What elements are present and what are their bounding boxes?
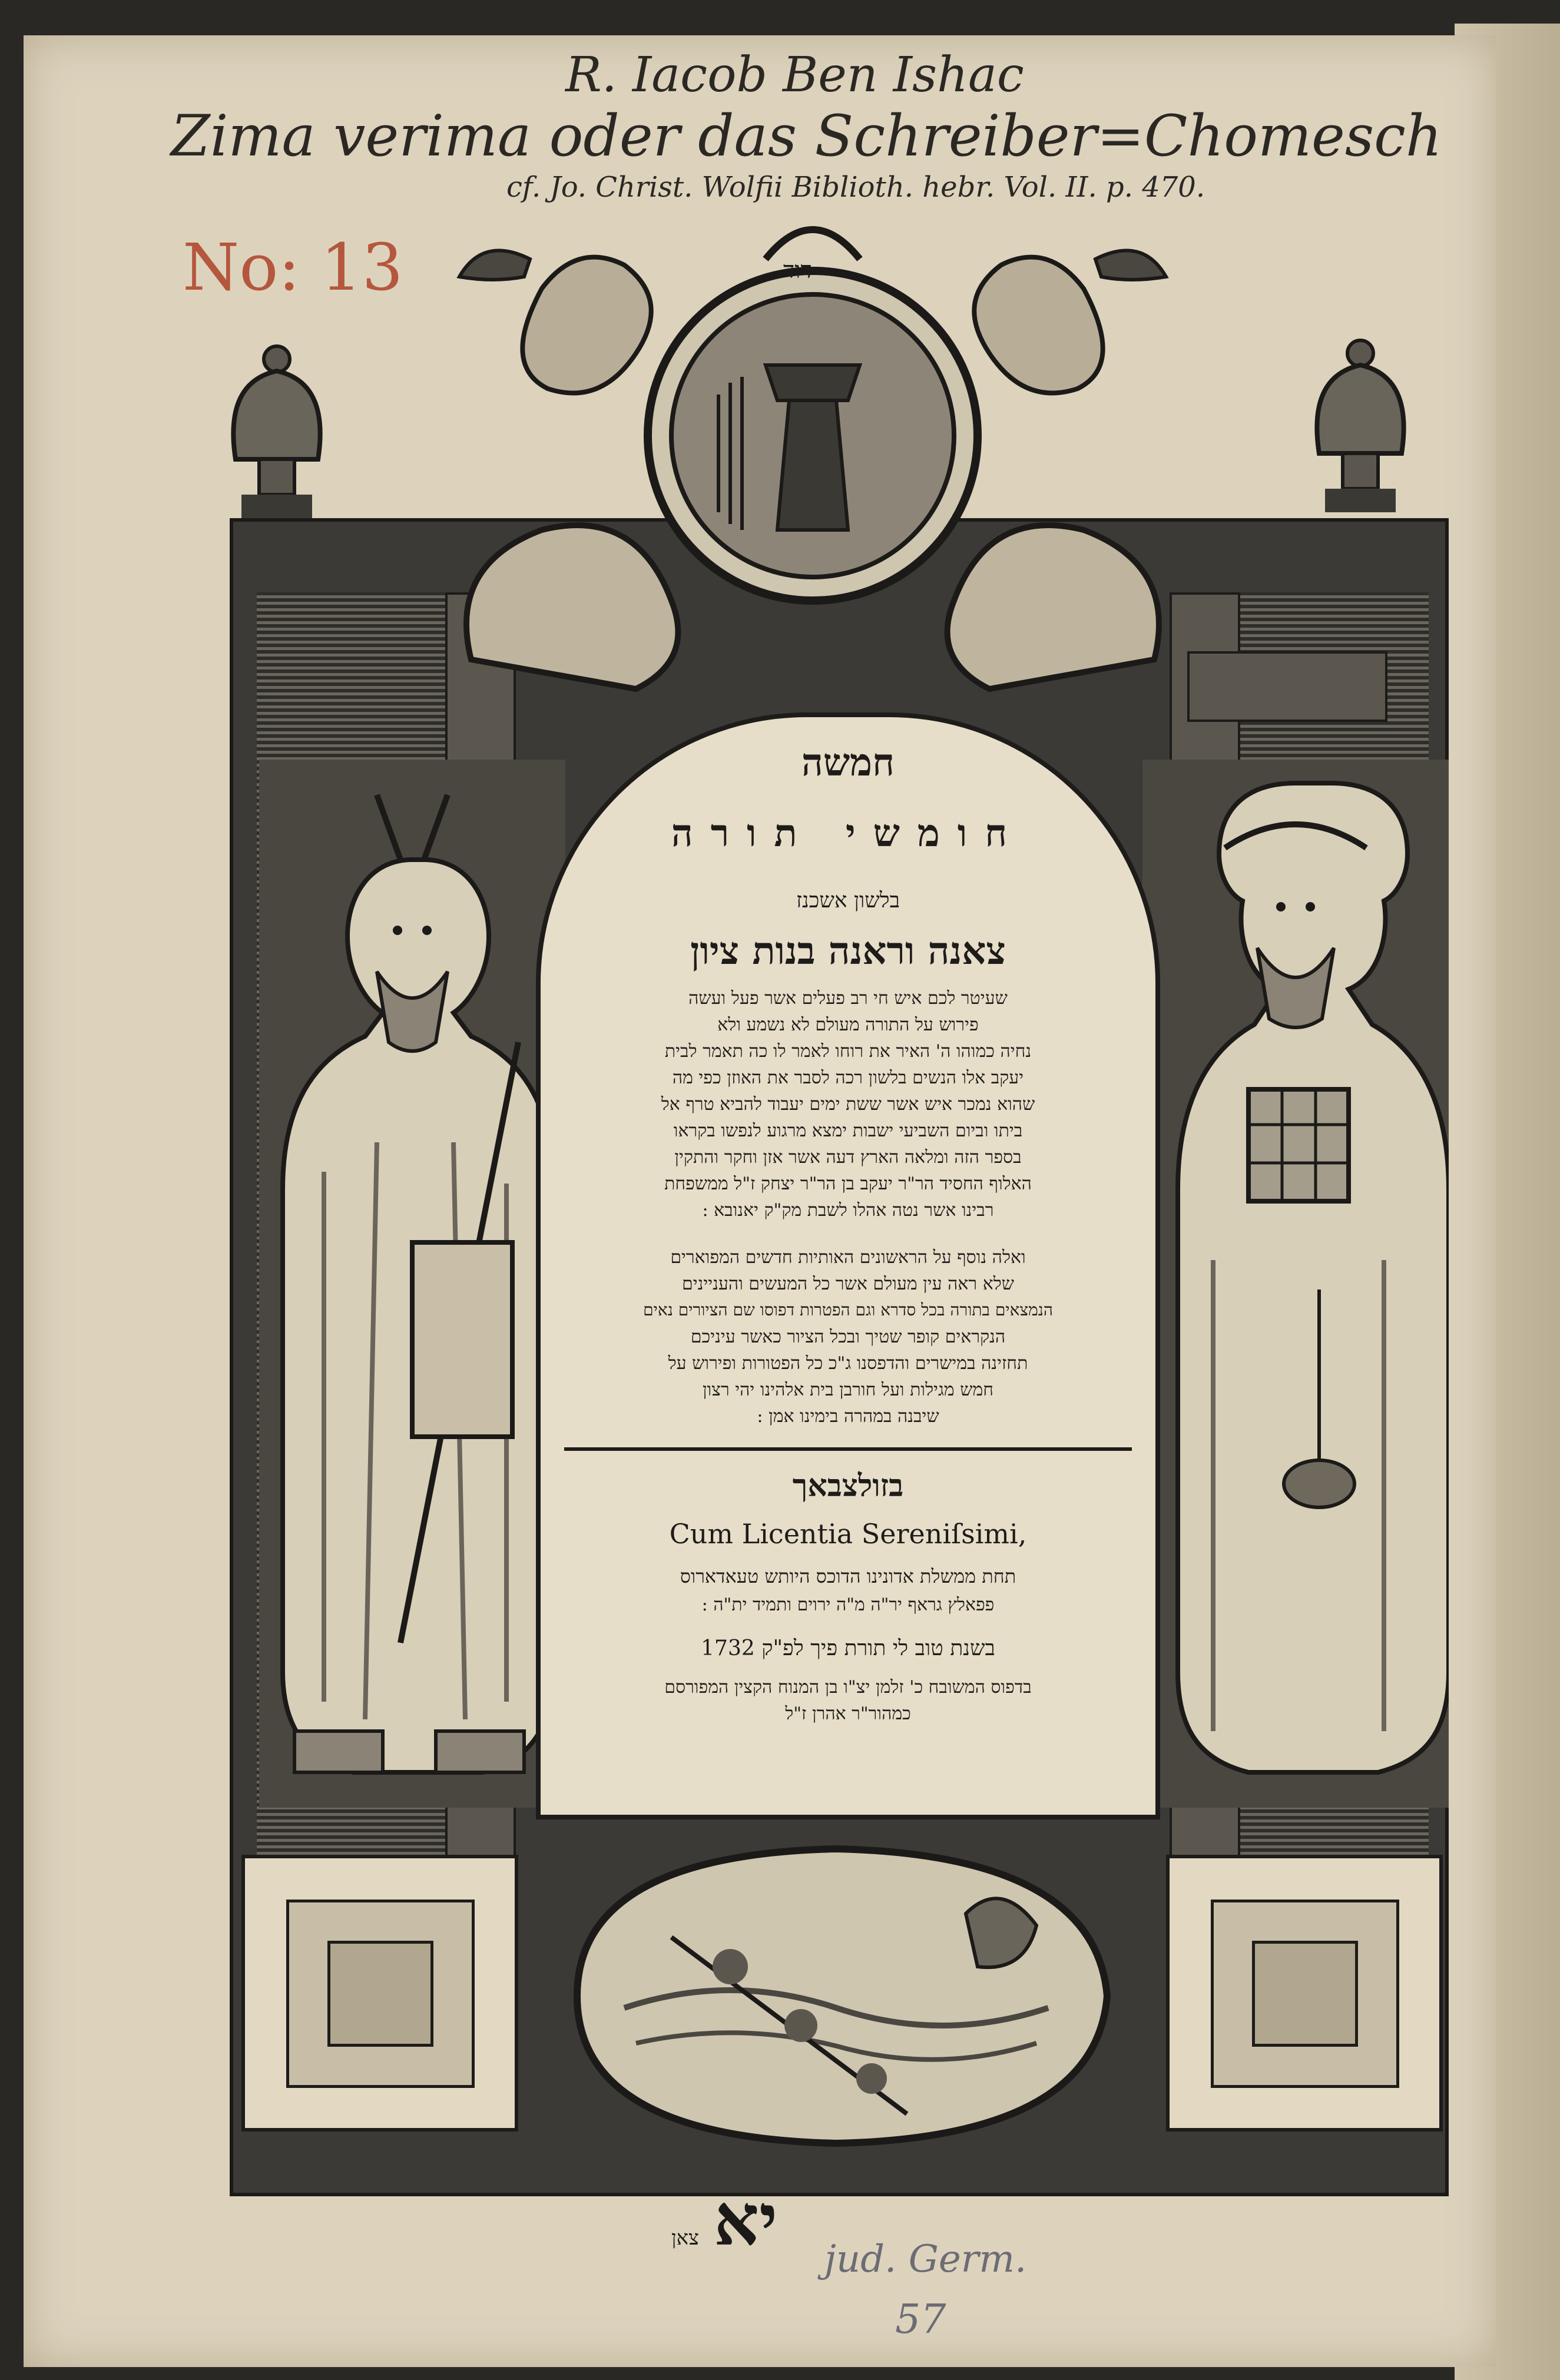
right-finial [1301,336,1419,518]
addition-line-6: חמש מגילות ועל חורבן בית אלהינו יהי רצון [702,1380,994,1400]
signature-letter: יא [713,2179,778,2262]
imprint-line-1: תחת ממשלת אדונינו הדוכס היותש טעאדארוס [680,1565,1016,1587]
body-line-6: ביתו וביום השביעי ישבות ימצא מרגוע לנפשו בקראו [673,1121,1023,1141]
body-line-8: האלוף החסיד הר"ר יעקב בן הר"ר יצחק ז"ל ממשפחת [664,1174,1032,1194]
addition-line-2: שלא ראה עין מעולם אשר כל המעשים והעניינים [682,1274,1014,1294]
handwritten-title: Zima verima oder das Schreiber=Chomesch [171,103,1442,169]
shelf-number: No: 13 [183,230,403,305]
body-line-7: בספר הזה ומלאה הארץ דעה אשר אזן וחקר והתקין [674,1147,1022,1168]
imprint-line-3: בשנת טוב לי תורת פיך לפ"ק 1732 [701,1636,995,1660]
title-page [24,35,1496,2367]
aaron-figure [1142,760,1449,1808]
handwritten-reference: cf. Jo. Christ. Wolfii Biblioth. hebr. Vol. II. p. 470. [506,171,1205,204]
imprint-line-5: כמהור"ר אהרן ז"ל [785,1703,911,1724]
place-of-printing: בזולצבאך [792,1468,904,1504]
library-number: 57 [895,2296,946,2343]
sea-crossing-scene [554,1831,1131,2161]
license-line: Cum Licentia Sereniſsimi, [669,1518,1027,1550]
left-finial [218,342,336,524]
handwritten-author: R. Iacob Ben Ishac [565,47,1024,103]
title-line-3: בלשון אשכנז [796,889,900,913]
crest-ornament [436,188,1190,754]
library-mark: jud. Germ. [824,2238,1027,2281]
medallion-label: דוד [783,257,812,284]
addition-line-4: הנקראים קופר שטיך ובכל הציור כאשר עיניכם [690,1327,1006,1347]
signature-mark [671,2179,778,2262]
body-line-3: נחיה כמוהו ה' האיר את רוחו לאמר לו כה תאמר לבית [664,1041,1032,1062]
body-line-5: שהוא נמכר איש אשר ששת ימים יעבוד להביא טרף אל [661,1094,1035,1115]
imprint-line-4: בדפוס המשובח כ' זלמן יצ"ו בן המנוח הקצין המפורסם [664,1677,1032,1698]
body-line-2: פירוש על התורה מעולם לא נשמע ולא [717,1015,979,1035]
title-text-panel [536,712,1160,1819]
addition-line-5: תחזינה במישרים והדפסנו ג"כ כל הפטורות ופירוש על [668,1353,1028,1374]
bottom-left-panel [241,1855,518,2132]
addition-line-7: שיבנה במהרה בימינו אמן : [757,1406,939,1427]
addition-line-3: הנמצאים בתורה בכל סדרא וגם הפטרות דפוסו שם הציורים נאים [643,1300,1053,1320]
addition-line-1: ואלה נוסף על הראשונים האותיות חדשים המפוארים [670,1247,1026,1268]
moses-figure [259,760,565,1808]
separator-rule [564,1447,1132,1451]
title-line-4: צאנה וראנה בנות ציון [690,929,1006,973]
bottom-right-panel [1166,1855,1443,2132]
title-line-1: חמשה [801,741,895,785]
body-line-9: רבינו אשר נטה אהלו לשבת מק"ק יאנובא : [702,1200,994,1221]
signature-word: צאן [671,2226,699,2250]
body-line-1: שעיטר לכם איש חי רב פעלים אשר פעל ועשה [688,988,1008,1009]
title-line-2: חומשי תורה [671,811,1025,856]
body-line-4: יעקב אלו הנשים בלשון רכה לסבר את האוזן כפי מה [672,1068,1024,1088]
imprint-line-2: פפאלץ גראף יר"ה מ"ה ירוים ותמיד ית"ה : [701,1595,995,1615]
